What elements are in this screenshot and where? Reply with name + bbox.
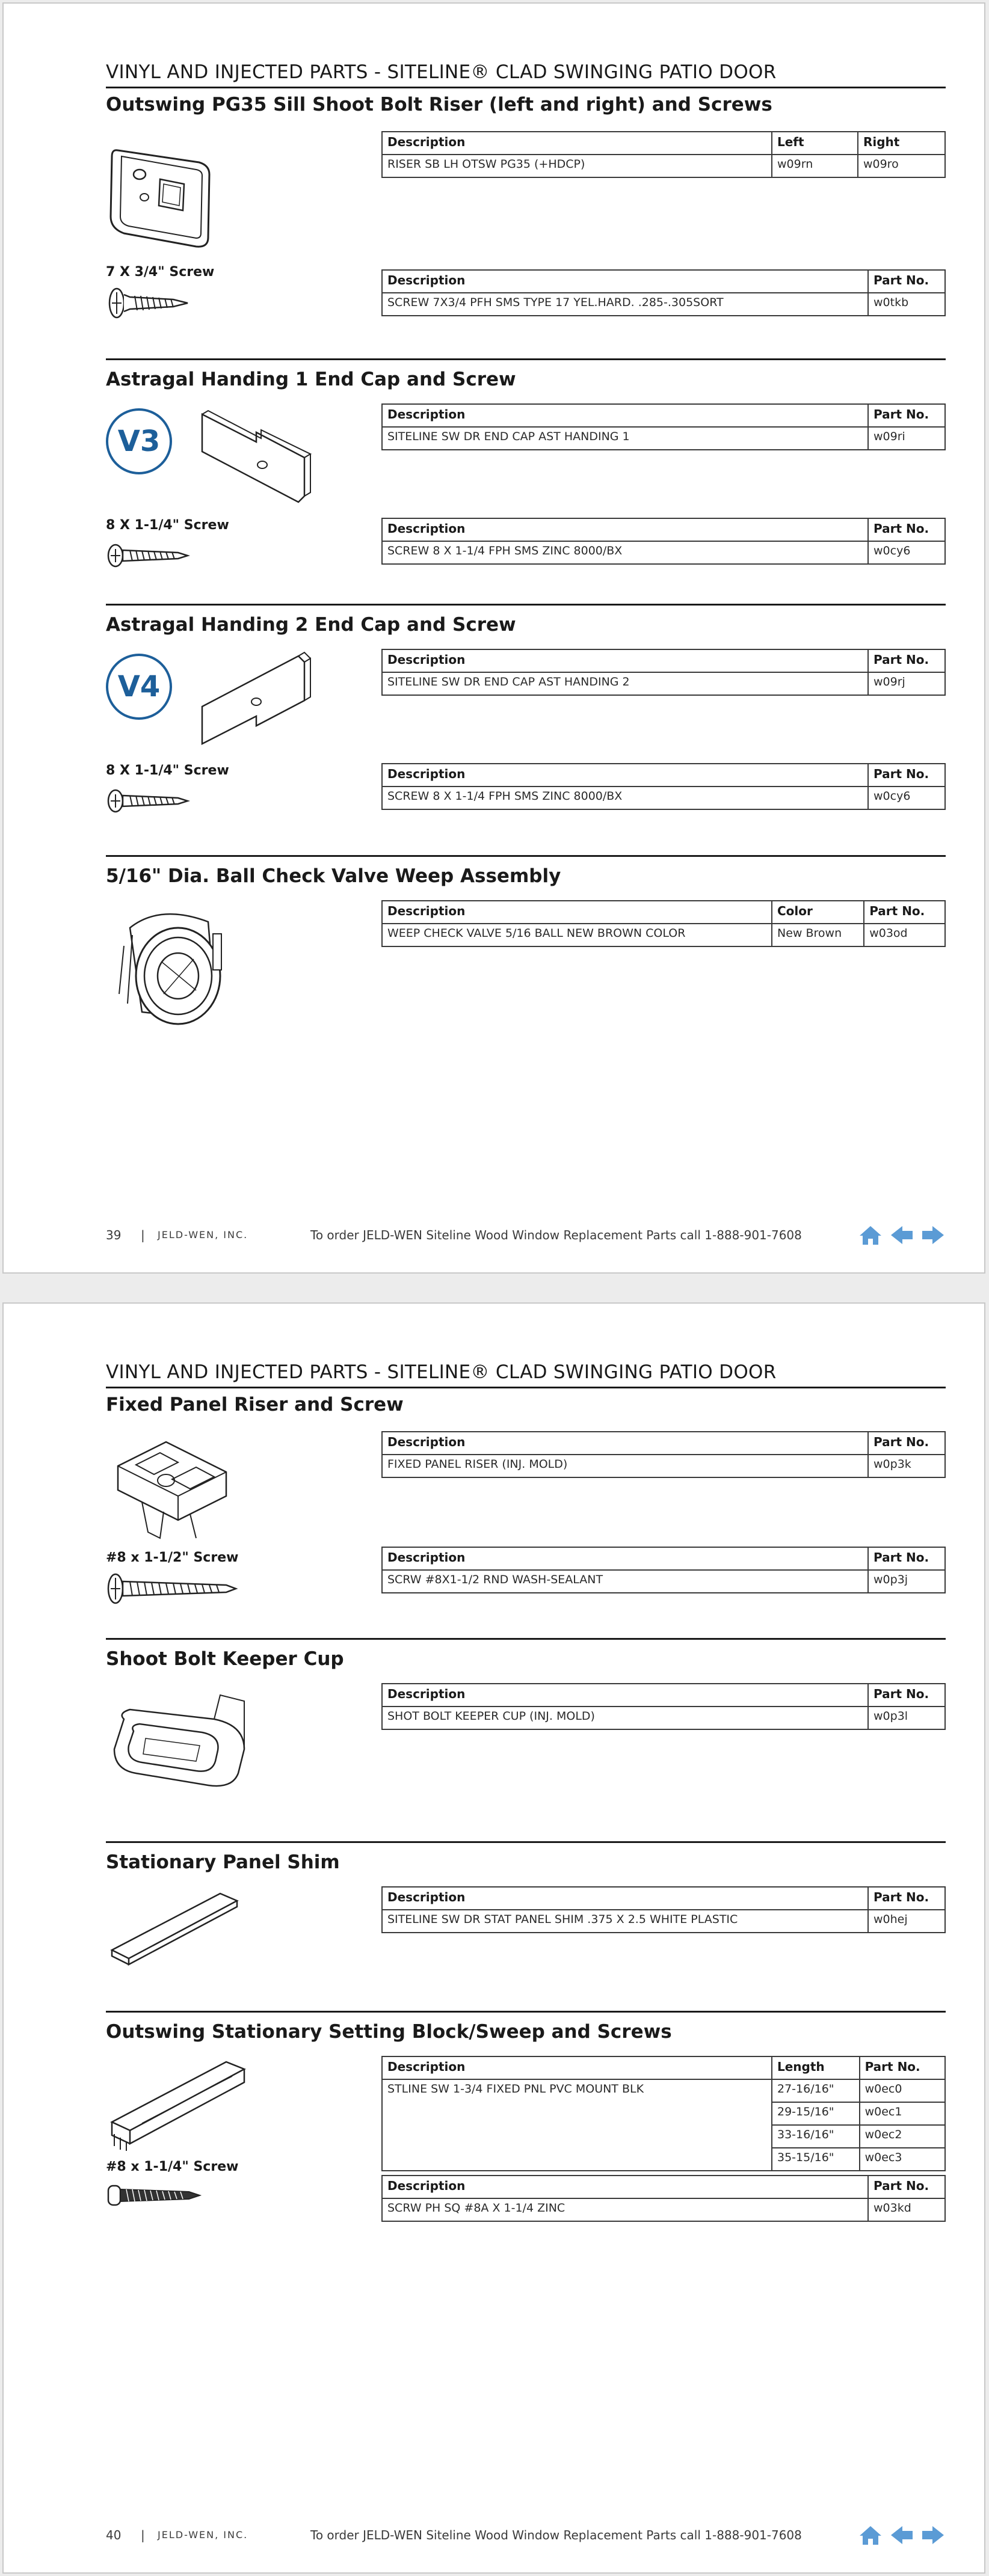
column-header: Description [382,2056,772,2079]
section-title: Outswing Stationary Setting Block/Sweep and Screws [106,2021,672,2043]
cell-length: 29-15/16" [772,2102,860,2125]
cell-description: SCRW #8X1-1/2 RND WASH-SEALANT [382,1570,868,1593]
pan-head-screw-image [106,2182,202,2209]
keeper-cup-image [106,1683,250,1797]
setting-block-table [381,2056,946,2171]
footer-separator: | [141,2528,145,2542]
check-valve-image [106,904,232,1036]
column-header: Description [382,901,772,924]
screw-table [381,1547,946,1593]
cell-description: SCREW 7X3/4 PFH SMS TYPE 17 YEL.HARD. .285-.305SORT [382,293,868,316]
page-number: 40 [106,2528,122,2542]
column-header: Part No. [868,764,945,787]
page-header: VINYL AND INJECTED PARTS - SITELINE® CLAD SWINGING PATIO DOOR [106,61,946,88]
section-setting-block-sweep [106,2011,946,2265]
cell-description: RISER SB LH OTSW PG35 (+HDCP) [382,155,772,177]
version-badge: V3 [106,408,172,474]
section-title: Stationary Panel Shim [106,1851,340,1873]
end-cap-image [196,648,316,750]
column-header: Right [858,132,945,155]
column-header: Description [382,1887,868,1910]
column-header: Description [382,1684,868,1707]
phillips-screw-image [106,786,190,816]
cell-part-no: w0p3j [868,1570,945,1593]
column-header: Part No. [868,1684,945,1707]
table-row [382,2198,945,2221]
page-header: VINYL AND INJECTED PARTS - SITELINE® CLAD SWINGING PATIO DOOR [106,1361,946,1388]
cell-right: w09ro [858,155,945,177]
cell-color: New Brown [772,924,864,946]
column-header: Description [382,1432,868,1455]
cell-description: SCREW 8 X 1-1/4 FPH SMS ZINC 8000/BX [382,541,868,564]
section-title: Shoot Bolt Keeper Cup [106,1648,344,1670]
cell-part-no: w0ec1 [860,2102,945,2125]
page-footer [106,1224,946,1248]
section-stationary-panel-shim [106,1841,946,1987]
column-header: Part No. [868,270,945,293]
screw-table [381,2175,946,2222]
screw-sublabel: 8 X 1-1/4" Screw [106,763,229,778]
shim-table [381,1886,946,1933]
cell-description: STLINE SW 1-3/4 FIXED PNL PVC MOUNT BLK [382,2079,772,2171]
cell-description: SITELINE SW DR END CAP AST HANDING 2 [382,672,868,695]
table-row [382,787,945,809]
cell-part-no: w09rj [868,672,945,695]
next-arrow-icon[interactable] [920,2524,946,2546]
column-header: Part No. [868,404,945,427]
section-astragal-handing-1 [106,358,946,601]
screw-table [381,518,946,565]
cell-description: SITELINE SW DR END CAP AST HANDING 1 [382,427,868,450]
fixed-panel-riser-image [106,1430,232,1544]
home-icon[interactable] [858,1224,883,1246]
column-header: Part No. [868,518,945,541]
column-header: Description [382,649,868,672]
riser-table [381,131,946,178]
cell-description: WEEP CHECK VALVE 5/16 BALL NEW BROWN COLOR [382,924,772,946]
section-title: Astragal Handing 2 End Cap and Screw [106,614,516,636]
check-valve-table [381,900,946,947]
cell-description: SCRW PH SQ #8A X 1-1/4 ZINC [382,2198,868,2221]
panel-shim-image [106,1888,244,1972]
cell-part-no: w0cy6 [868,541,945,564]
cell-part-no: w03od [864,924,945,946]
cell-length: 35-15/16" [772,2148,860,2171]
order-info: To order JELD-WEN Siteline Wood Window Replacement Parts call 1-888-901-7608 [310,2528,802,2542]
cell-part-no: w0p3k [868,1455,945,1477]
page-navigation [858,1224,946,1246]
keeper-cup-table [381,1683,946,1730]
table-row [382,924,945,946]
cell-part-no: w0hej [868,1910,945,1933]
table-row [382,1455,945,1477]
phillips-screw-image [106,541,190,571]
end-cap-image [196,406,316,508]
cell-part-no: w0ec2 [860,2125,945,2148]
section-fixed-panel-riser [106,1394,946,1646]
cell-part-no: w03kd [868,2198,945,2221]
next-arrow-icon[interactable] [920,1224,946,1246]
screw-sublabel: #8 x 1-1/2" Screw [106,1550,239,1565]
cell-length: 27-16/16" [772,2079,860,2102]
cell-part-no: w0cy6 [868,787,945,809]
cell-part-no: w0tkb [868,293,945,316]
column-header: Description [382,132,772,155]
table-row [382,155,945,177]
column-header: Part No. [868,2176,945,2198]
section-title: Fixed Panel Riser and Screw [106,1394,404,1415]
cell-left: w09rn [772,155,858,177]
cell-part-no: w0p3l [868,1707,945,1729]
table-row [382,293,945,316]
section-astragal-handing-2 [106,604,946,846]
flat-head-screw-image [106,286,190,320]
company-name: JELD-WEN, INC. [158,1229,248,1240]
column-header: Part No. [864,901,945,924]
column-header: Description [382,270,868,293]
table-row [382,1570,945,1593]
column-header: Description [382,764,868,787]
column-header: Part No. [868,649,945,672]
home-icon[interactable] [858,2524,883,2546]
screw-table [381,763,946,810]
catalog-page-39 [2,2,985,1274]
end-cap-table [381,403,946,450]
wash-sealant-screw-image [106,1572,238,1605]
order-info: To order JELD-WEN Siteline Wood Window Replacement Parts call 1-888-901-7608 [310,1228,802,1242]
section-title: Astragal Handing 1 End Cap and Screw [106,369,516,390]
riser-table [381,1431,946,1478]
end-cap-table [381,649,946,696]
cell-length: 33-16/16" [772,2125,860,2148]
page-footer [106,2524,946,2548]
company-name: JELD-WEN, INC. [158,2529,248,2541]
screw-sublabel: 7 X 3/4" Screw [106,265,215,280]
table-row [382,672,945,695]
previous-arrow-icon[interactable] [889,2524,914,2546]
shoot-bolt-riser-image [106,132,214,253]
table-row [382,1910,945,1933]
column-header: Part No. [868,1547,945,1570]
section-title: 5/16" Dia. Ball Check Valve Weep Assembly [106,865,561,887]
section-shoot-bolt-keeper-cup [106,1638,946,1832]
table-row [382,427,945,450]
cell-description: SHOT BOLT KEEPER CUP (INJ. MOLD) [382,1707,868,1729]
version-badge: V4 [106,654,172,720]
column-header: Left [772,132,858,155]
column-header: Description [382,1547,868,1570]
cell-part-no: w0ec3 [860,2148,945,2171]
cell-part-no: w09ri [868,427,945,450]
column-header: Description [382,2176,868,2198]
column-header: Part No. [860,2056,945,2079]
table-row [382,541,945,564]
cell-part-no: w0ec0 [860,2079,945,2102]
setting-block-sweep-image [106,2056,250,2152]
table-row [382,2079,945,2102]
column-header: Color [772,901,864,924]
section-sill-shoot-bolt-riser [106,94,946,346]
section-check-valve-weep [106,855,946,1061]
column-header: Part No. [868,1432,945,1455]
column-header: Description [382,404,868,427]
column-header: Part No. [868,1887,945,1910]
cell-description: SCREW 8 X 1-1/4 FPH SMS ZINC 8000/BX [382,787,868,809]
cell-description: SITELINE SW DR STAT PANEL SHIM .375 X 2.5 WHITE PLASTIC [382,1910,868,1933]
screw-sublabel: #8 x 1-1/4" Screw [106,2159,239,2174]
table-row [382,1707,945,1729]
screw-table [381,269,946,316]
page-number: 39 [106,1228,122,1242]
footer-separator: | [141,1228,145,1242]
page-navigation [858,2524,946,2546]
cell-description: FIXED PANEL RISER (INJ. MOLD) [382,1455,868,1477]
column-header: Length [772,2056,860,2079]
previous-arrow-icon[interactable] [889,1224,914,1246]
column-header: Description [382,518,868,541]
section-title: Outswing PG35 Sill Shoot Bolt Riser (left and right) and Screws [106,94,772,115]
screw-sublabel: 8 X 1-1/4" Screw [106,518,229,533]
catalog-page-40 [2,1302,985,2574]
